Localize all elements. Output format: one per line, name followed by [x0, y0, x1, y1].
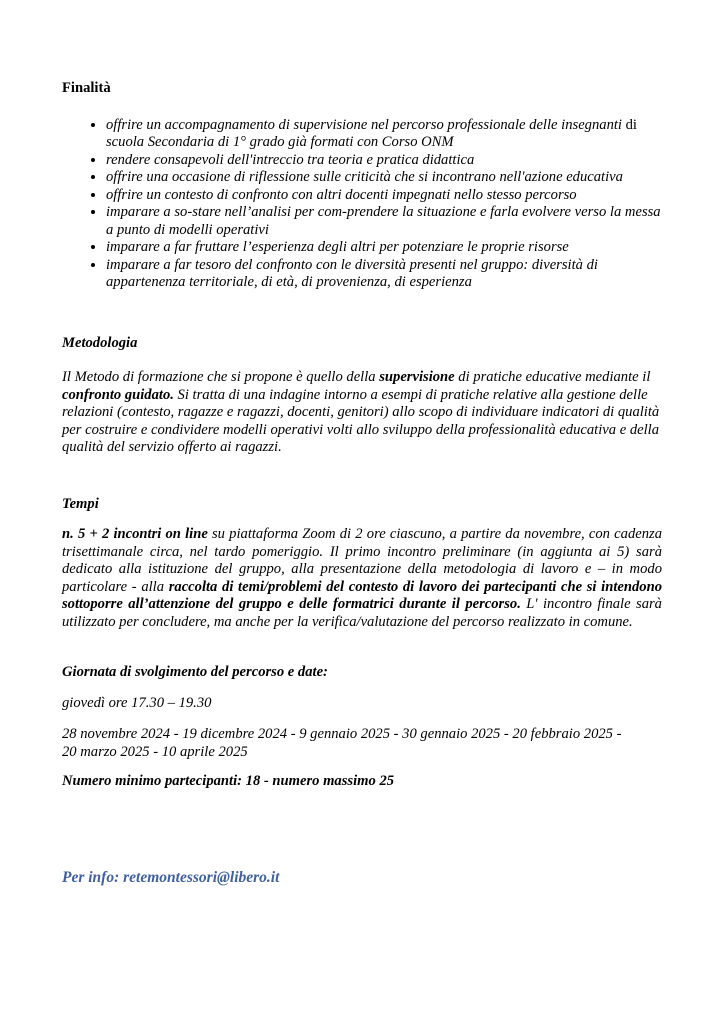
- finalita-bullet-list: [62, 117, 662, 292]
- list-item: • imparare a far tesoro del confronto con le diversità presenti nel gruppo: diversità di appartenenza territoriale, di età, di provenienza, di esperienza: [106, 257, 662, 292]
- email-link[interactable]: retemontessori@libero.it: [123, 868, 280, 886]
- bullet-text: offrire un accompagnamento di supervisione nel percorso professionale delle insegnanti: [106, 116, 626, 133]
- list-item: [106, 117, 662, 152]
- tempi-paragraph: [62, 526, 662, 631]
- list-item: • rendere consapevoli dell'intreccio tra teoria e pratica didattica: [106, 152, 662, 170]
- paragraph-text-bold: supervisione: [379, 369, 455, 385]
- list-item: • imparare a far fruttare l’esperienza degli altri per potenziare le proprie risorse: [106, 239, 662, 257]
- schedule-line: giovedì ore 17.30 – 19.30: [62, 694, 212, 711]
- list-item: • imparare a so-stare nell’analisi per com-prendere la situazione e farla evolvere verso la messa a punto di modelli operativi: [106, 204, 662, 239]
- list-item: • offrire una occasione di riflessione sulle criticità che si incontrano nell'azione educativa: [106, 169, 662, 187]
- dates-line: 20 marzo 2025 - 10 aprile 2025: [62, 743, 248, 760]
- paragraph-text: di pratiche educative mediante il: [454, 369, 651, 385]
- section-heading-tempi: Tempi: [62, 495, 99, 512]
- paragraph-text: Si tratta di una indagine intorno a esempi di pratiche relative alla gestione delle relazioni (contesto, ragazze e ragazzi, docenti, genitori) allo scopo di individuare indicatori di qualità per costruire e condividere modelli operativi volti allo sviluppo della professionalità educativa e della qualità del servizio offerto ai ragazzi.: [62, 386, 660, 455]
- paragraph-text: Il Metodo di formazione che si propone è quello della: [62, 369, 380, 385]
- participants-line: Numero minimo partecipanti: 18 - numero massimo 25: [62, 773, 395, 789]
- paragraph-text-bold: n. 5 + 2 incontri on line: [62, 526, 208, 542]
- paragraph-text: su piattaforma Zoom di 2 ore ciascuno, a partire da novembre, con cadenza trisettimanale circa, nel tardo pomeriggio. Il primo incontro preliminare (in aggiunta ai 5) sarà dedicato alla istituzione del gruppo, alla presentazione della metodologia di lavoro e – in modo particolare - alla: [62, 526, 662, 595]
- contact-info-line: [62, 869, 662, 887]
- dates-paragraph: [62, 726, 662, 761]
- section-heading-giornata: Giornata di svolgimento del percorso e date:: [62, 664, 328, 680]
- dates-line: 28 novembre 2024 - 19 dicembre 2024 - 9 gennaio 2025 - 30 gennaio 2025 - 20 febbraio 2025 -: [62, 726, 622, 742]
- paragraph-text-bold: raccolta di temi/problemi del contesto di lavoro dei partecipanti che si intendono sottoporre all’attenzione del gruppo e delle formatrici durante il percorso.: [62, 578, 662, 612]
- paragraph-text-bold: confronto guidato.: [62, 386, 174, 403]
- section-heading-metodologia: Metodologia: [62, 334, 138, 351]
- section-heading-finalita: Finalità: [62, 80, 111, 96]
- metodologia-paragraph: [62, 369, 662, 457]
- info-label: Per info:: [62, 868, 124, 886]
- paragraph-text: L' incontro finale sarà utilizzato per concludere, ma anche per la verifica/valutazione del percorso realizzato in comune.: [62, 596, 662, 630]
- list-item: • offrire un contesto di confronto con altri docenti impegnati nello stesso percorso: [106, 187, 662, 205]
- bullet-text: di: [625, 116, 637, 133]
- bullet-text: scuola Secondaria di 1° grado già formati con Corso ONM: [106, 134, 454, 150]
